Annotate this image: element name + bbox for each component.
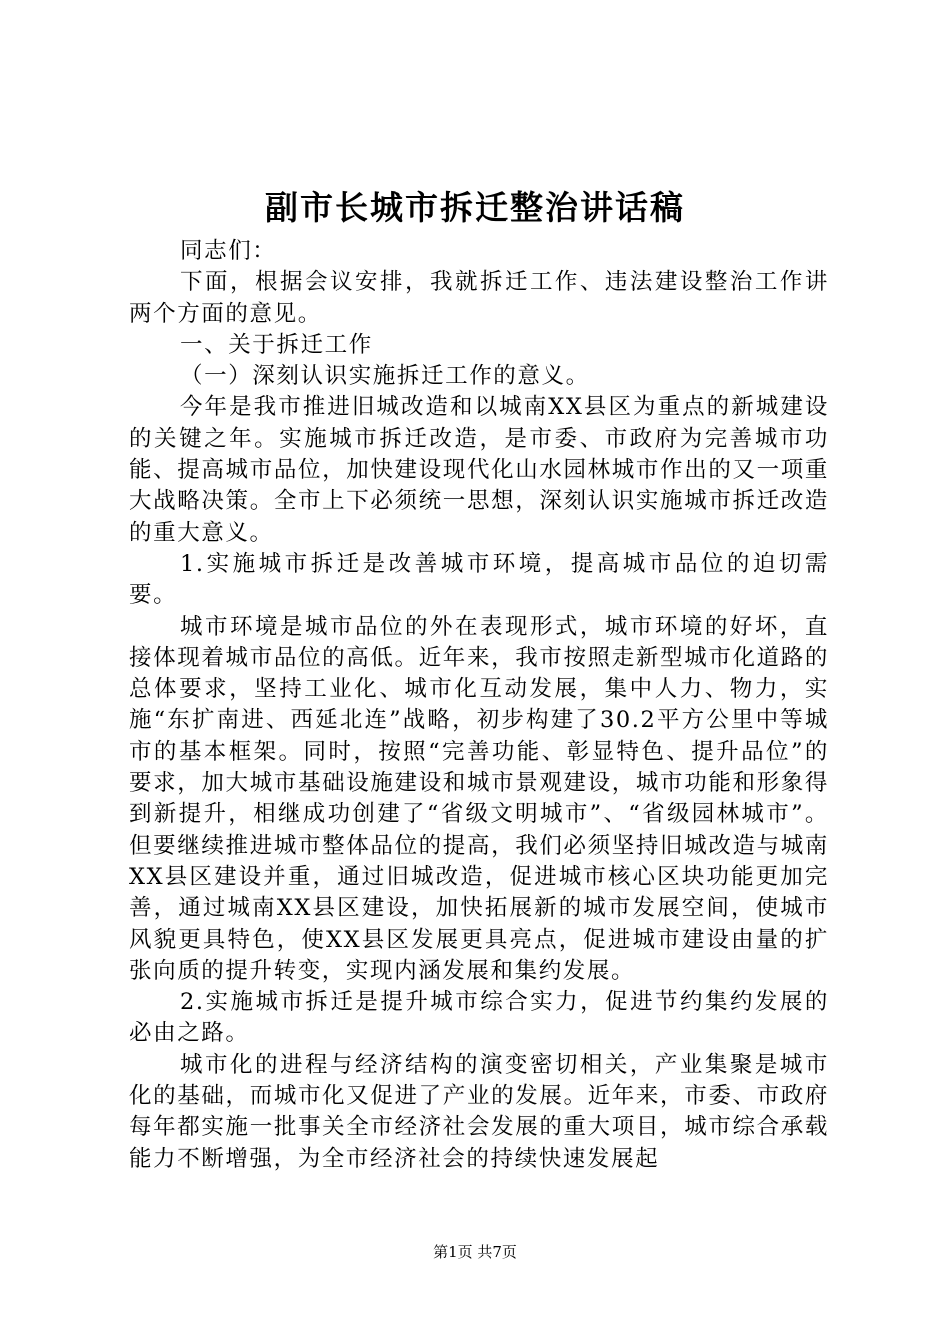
document-body: [129, 236, 829, 1175]
section-heading-1: 一、关于拆迁工作: [180, 331, 373, 358]
point-heading-1: 1.实施城市拆迁是改善城市环境，提高城市品位的迫切需要。: [129, 550, 829, 609]
document-title: 副市长城市拆迁整治讲话稿: [265, 188, 685, 227]
paragraph-body: 城市环境是城市品位的外在表现形式，城市环境的好坏，直接体现着城市品位的高低。近年来，我市按照走新型城市化道路的总体要求，坚持工业化、城市化互动发展，集中人力、物力，实施“东扩南进、西延北连”战略，初步构建了30.2平方公里中等城市的基本框架。同时，按照“完善功能、彰显特色、提升品位”的要求，加大城市基础设施建设和城市景观建设，城市功能和形象得到新提升，相继成功创建了“省级文明城市”、“省级园林城市”。但要继续推进城市整体品位的提高，我们必须坚持旧城改造与城南XX县区建设并重，通过旧城改造，促进城市核心区块功能更加完善，通过城南XX县区建设，加快拓展新的城市发展空间，使城市风貌更具特色，使XX县区发展更具亮点，促进城市建设由量的扩张向质的提升转变，实现内涵发展和集约发展。: [129, 613, 829, 984]
paragraph-body: 今年是我市推进旧城改造和以城南XX县区为重点的新城建设的关键之年。实施城市拆迁改造，是市委、市政府为完善城市功能、提高城市品位，加快建设现代化山水园林城市作出的又一项重大战略决策。全市上下必须统一思想，深刻认识实施城市拆迁改造的重大意义。: [129, 394, 829, 546]
subsection-heading-1: （一）深刻认识实施拆迁工作的意义。: [180, 363, 590, 390]
paragraph-body: 城市化的进程与经济结构的演变密切相关，产业集聚是城市化的基础，而城市化又促进了产业的发展。近年来，市委、市政府每年都实施一批事关全市经济社会发展的重大项目，城市综合承载能力不断增强，为全市经济社会的持续快速发展起: [129, 1051, 829, 1172]
page-footer: 第1页 共7页: [433, 1243, 517, 1261]
paragraph-greeting: 同志们：: [180, 238, 277, 264]
point-heading-2: 2.实施城市拆迁是提升城市综合实力，促进节约集约发展的必由之路。: [129, 989, 829, 1047]
paragraph-intro: 下面，根据会议安排，我就拆迁工作、违法建设整治工作讲两个方面的意见。: [129, 269, 829, 327]
